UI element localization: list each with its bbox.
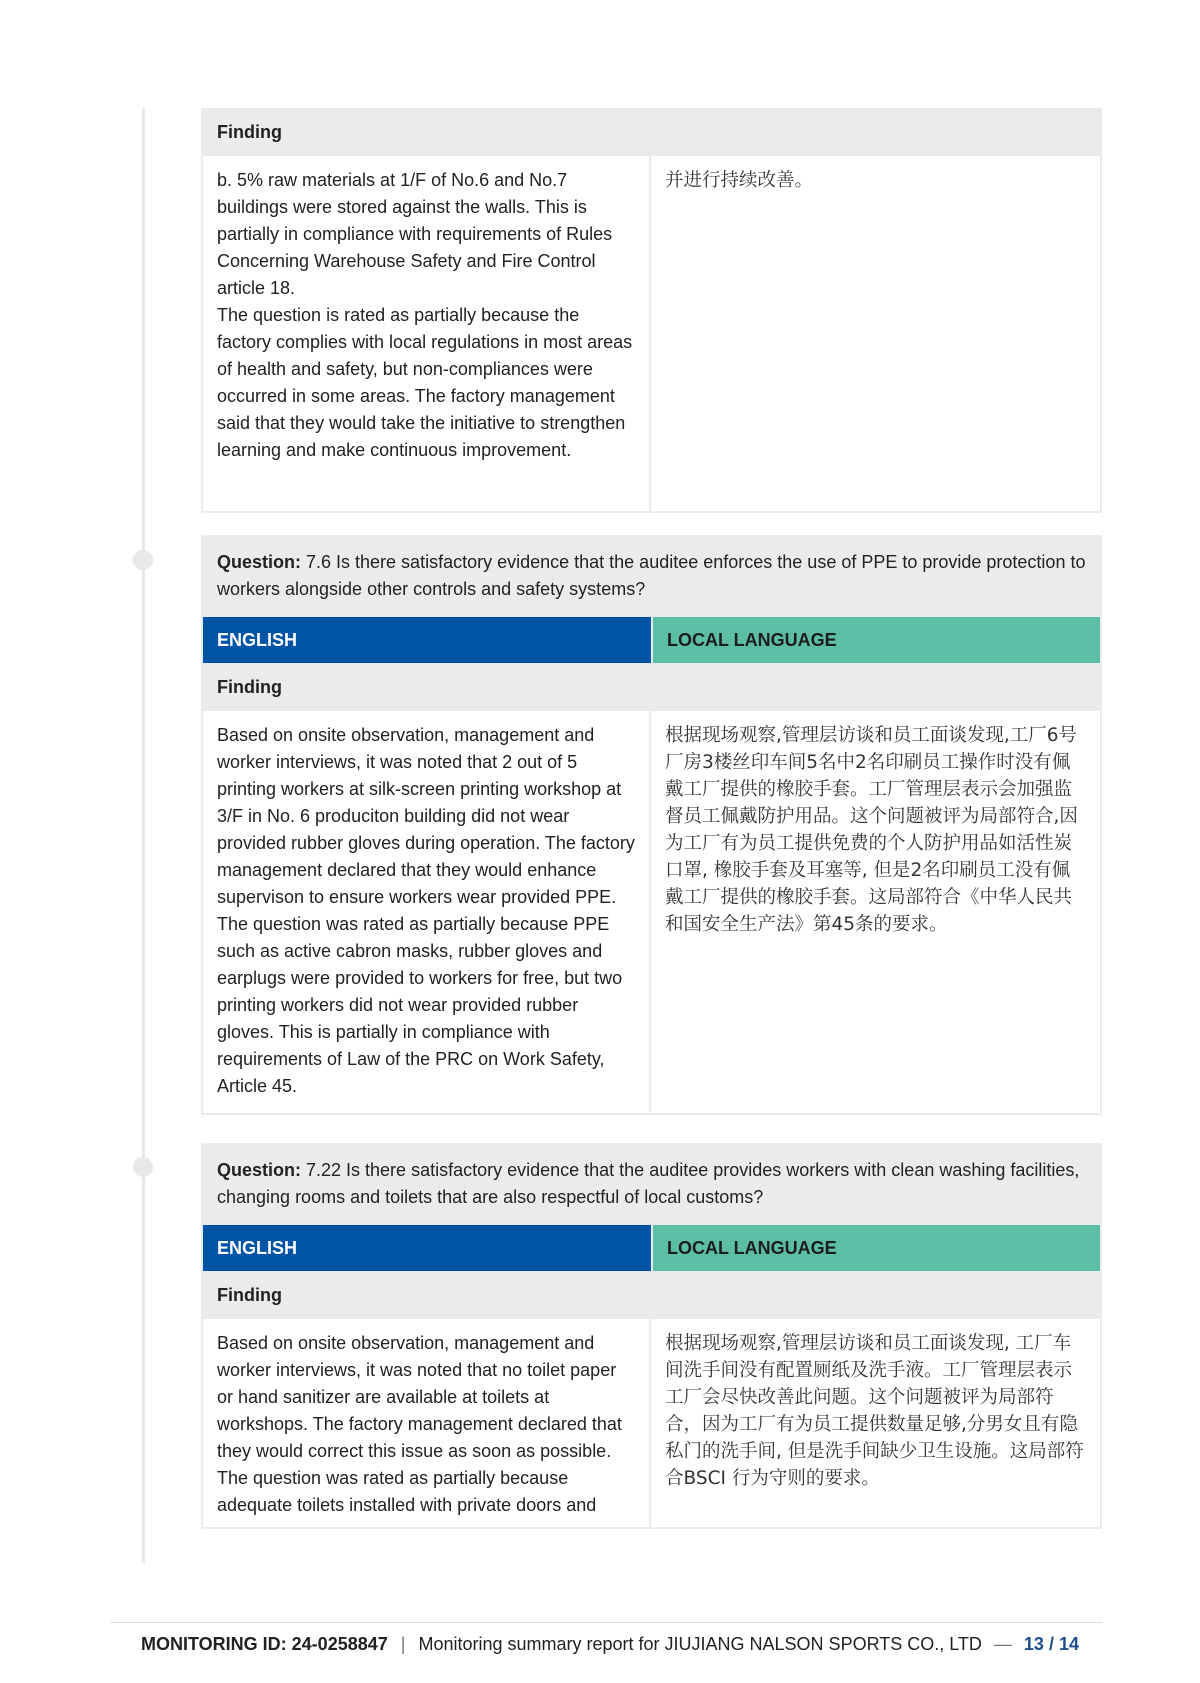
timeline-dot (133, 1157, 153, 1177)
finding-label: Finding (217, 1284, 282, 1305)
finding-local-text: 根据现场观察,管理层访谈和员工面谈发现,工厂6号厂房3楼丝印车间5名中2名印刷员工操作时没有佩戴工厂提供的橡胶手套。工厂管理层表示会加强监督员工佩戴防护用品。这个问题被评为局部符合,因为工厂有为员工提供免费的个人防护用品如活性炭口罩, 橡胶手套及耳塞等, 但是2名印刷员工没有佩戴工厂提供的橡胶手套。这局部符合《中华人民共和国安全生产法》第45条的要求。 (665, 725, 1078, 935)
question-text: 7.6 Is there satisfactory evidence that the auditee enforces the use of PPE to provide protection to workers alongside other controls and safety systems? (217, 552, 1086, 599)
footer-dash: — (993, 1633, 1012, 1654)
monitoring-id: MONITORING ID: 24-0258847 (141, 1633, 388, 1654)
finding-english-text: b. 5% raw materials at 1/F of No.6 and No.7 buildings were stored against the walls. This is partially in compliance with requirements of Rules Concerning Warehouse Safety and Fire Control article 18. The question is rated as partially because the factory complies with local regulations in most areas of health and safety, but non-compliances were occurred in some areas. The factory management said that they would take the initiative to strengthen learning and make continuous improvement. (203, 156, 651, 511)
report-title: Monitoring summary report for JIUJIANG NALSON SPORTS CO., LTD (418, 1633, 982, 1654)
local-language-column-header: LOCAL LANGUAGE (653, 617, 1100, 663)
question-block-7-6 (201, 535, 1102, 1115)
timeline-line (142, 108, 145, 1563)
finding-english-text: Based on onsite observation, management and worker interviews, it was noted that 2 out of 5 printing workers at silk-screen printing workshop at 3/F in No. 6 produciton building did not wear provided rubber gloves during operation. The factory management declared that they would enhance supervison to ensure workers wear provided PPE. The question was rated as partially because PPE such as active cabron masks, rubber gloves and earplugs were provided to workers for free, but two printing workers did not wear provided rubber gloves. This is partially in compliance with requirements of Law of the PRC on Work Safety, Article 45. (203, 711, 651, 1113)
finding-header (201, 663, 1102, 711)
finding-header (201, 1271, 1102, 1319)
page-footer (141, 1628, 1102, 1660)
question-block-7-22 (201, 1143, 1102, 1529)
question-header (201, 535, 1102, 617)
page-number: 13 / 14 (1023, 1633, 1079, 1654)
finding-local-text: 根据现场观察,管理层访谈和员工面谈发现, 工厂车间洗手间没有配置厕纸及洗手液。工厂管理层表示工厂会尽快改善此问题。这个问题被评为局部符合，因为工厂有为员工提供数量足够,分男女且有隐私门的洗手间, 但是洗手间缺少卫生设施。这局部符合BSCI 行为守则的要求。 (665, 1333, 1084, 1489)
finding-columns (201, 1319, 1102, 1529)
question-label: Question: (217, 1160, 301, 1180)
footer-divider (110, 1622, 1102, 1623)
finding-columns (201, 156, 1102, 513)
footer-separator: | (400, 1633, 406, 1654)
finding-local-text: 并进行持续改善。 (665, 170, 814, 191)
language-header-row (201, 1225, 1102, 1271)
english-column-header: ENGLISH (203, 617, 651, 663)
language-header-row (201, 617, 1102, 663)
timeline-dot (133, 550, 153, 570)
english-column-header: ENGLISH (203, 1225, 651, 1271)
finding-label: Finding (217, 676, 282, 697)
question-text: 7.22 Is there satisfactory evidence that the auditee provides workers with clean washing facilities, changing rooms and toilets that are also respectful of local customs? (217, 1160, 1080, 1207)
finding-english-text: Based on onsite observation, management and worker interviews, it was noted that no toilet paper or hand sanitizer are available at toilets at workshops. The factory management declared that they would correct this issue as soon as possible. The question was rated as partially because adequate toilets installed with private doors and (203, 1319, 651, 1527)
local-language-column-header: LOCAL LANGUAGE (653, 1225, 1100, 1271)
finding-block-continued (201, 108, 1102, 513)
question-label: Question: (217, 552, 301, 572)
finding-header (201, 108, 1102, 156)
finding-columns (201, 711, 1102, 1115)
question-header (201, 1143, 1102, 1225)
finding-label: Finding (217, 121, 282, 142)
